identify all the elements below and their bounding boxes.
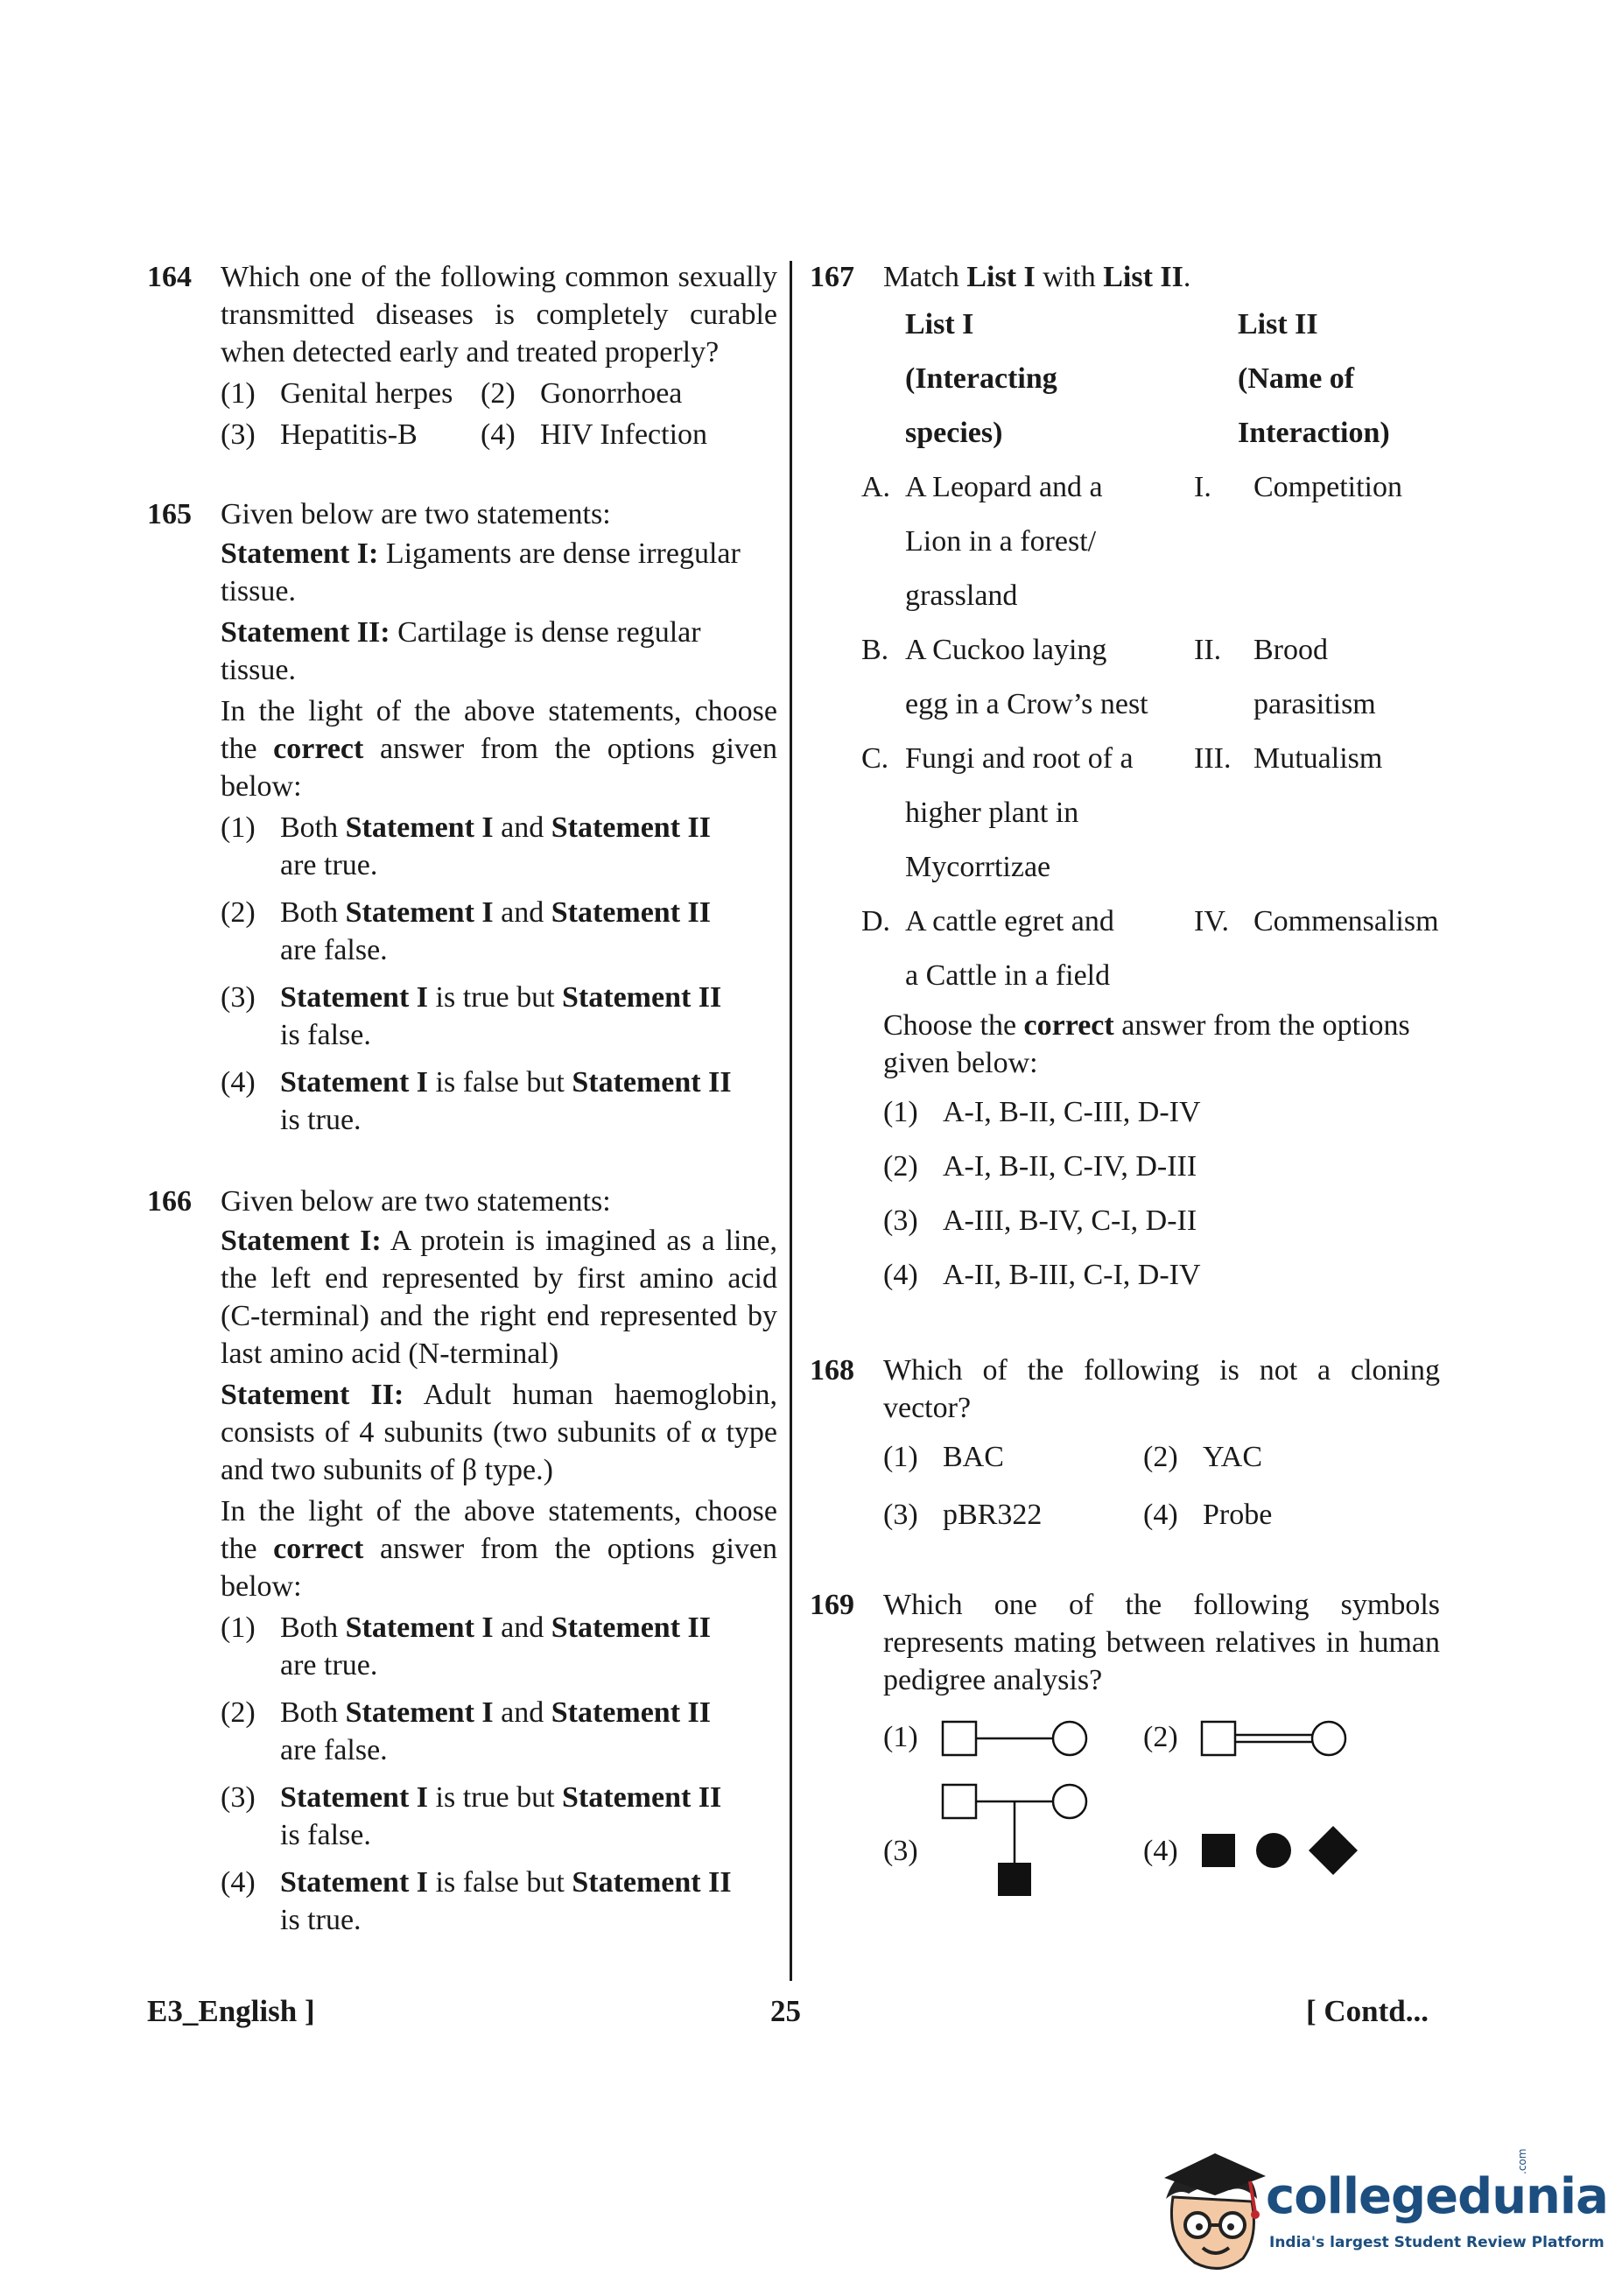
- statement-2: Statement II: Cartilage is dense regular tissue.: [221, 616, 701, 686]
- collegedunia-logo[interactable]: [1147, 2145, 1608, 2276]
- question-text: Which of the following is not a cloning vector?: [883, 1354, 1440, 1424]
- parents-with-affected-son-symbol: [941, 1780, 1090, 1911]
- option-4[interactable]: (4) Statement I is false but Statement II is true.: [221, 1866, 732, 1936]
- right-column: [810, 258, 1440, 1911]
- option-3[interactable]: (3) A-III, B-IV, C-I, D-II: [883, 1204, 1197, 1237]
- options: [221, 375, 777, 453]
- options: [883, 1430, 1440, 1542]
- options: [883, 1085, 1440, 1302]
- option-2[interactable]: (2) A-I, B-II, C-IV, D-III: [883, 1150, 1197, 1183]
- double-line-consanguineous-mating-symbol: [1200, 1718, 1349, 1760]
- symbol-options: [883, 1710, 1440, 1911]
- statement-2: Statement II: Adult human haemoglobin, consists of 4 subunits (two subunits of α type and two subunits of β type.): [221, 1379, 778, 1486]
- question-text: Which one of the following symbols represents mating between relatives in human pedigree analysis?: [883, 1589, 1440, 1696]
- logo-wordmark: collegedunia: [1266, 2168, 1608, 2225]
- option-4[interactable]: (4) Probe: [1143, 1499, 1273, 1531]
- match-row-b: B. A Cuckoo laying egg in a Crow’s nest II. Brood parasitism: [861, 634, 1376, 720]
- option-3[interactable]: (3) Hepatitis-B: [221, 418, 418, 451]
- question-168: [810, 1352, 1440, 1542]
- option-4[interactable]: (4) HIV Infection: [481, 418, 708, 451]
- question-number: 164: [147, 261, 192, 293]
- option-2[interactable]: (2) Both Statement I and Statement II are false.: [221, 1696, 712, 1766]
- footer-code: E3_English ]: [147, 1994, 315, 2028]
- option-3[interactable]: (3) pBR322: [883, 1499, 1043, 1531]
- instruction: In the light of the above statements, choose the correct answer from the options given below:: [221, 1495, 778, 1603]
- affected-individuals-symbols: [1200, 1820, 1366, 1881]
- option-3[interactable]: (3) Statement I is true but Statement II is false.: [221, 981, 722, 1051]
- option-2[interactable]: (2) Gonorrhoea: [481, 377, 683, 410]
- option-1[interactable]: (1): [883, 1721, 918, 1753]
- question-text: Which one of the following common sexually transmitted diseases is completely curable when detected early and treated properly?: [221, 261, 777, 369]
- option-1[interactable]: (1) Both Statement I and Statement II are true.: [221, 811, 712, 881]
- list-2-heading: List II (Name of Interaction): [1238, 308, 1390, 449]
- option-2[interactable]: (2) YAC: [1143, 1441, 1263, 1473]
- question-number: 169: [810, 1589, 854, 1621]
- column-divider: [790, 261, 792, 1981]
- option-1[interactable]: (1) BAC: [883, 1441, 1004, 1473]
- match-row-d: D. A cattle egret and a Cattle in a field IV. Commensalism: [861, 905, 1439, 992]
- question-number: 168: [810, 1354, 854, 1387]
- list-1-heading: List I (Interacting species): [905, 308, 1057, 449]
- match-row-a: A. A Leopard and a Lion in a forest/ grassland I. Competition: [861, 471, 1402, 612]
- question-169: [810, 1586, 1440, 1911]
- question-164: [147, 258, 777, 453]
- question-number: 167: [810, 261, 854, 293]
- statement-1: Statement I: Ligaments are dense irregular tissue.: [221, 537, 741, 607]
- option-1[interactable]: (1) Both Statement I and Statement II are true.: [221, 1611, 712, 1682]
- single-line-mating-symbol: [941, 1718, 1090, 1760]
- logo-dotcom: .com: [1516, 2148, 1528, 2174]
- option-4[interactable]: (4): [1143, 1835, 1178, 1867]
- option-1[interactable]: (1) A-I, B-II, C-III, D-IV: [883, 1096, 1201, 1128]
- option-2[interactable]: (2) Both Statement I and Statement II are false.: [221, 896, 712, 966]
- option-3[interactable]: (3) Statement I is true but Statement II is false.: [221, 1781, 722, 1851]
- question-number: 165: [147, 498, 192, 530]
- page-number: 25: [770, 1994, 801, 2028]
- mascot-icon: [1147, 2145, 1269, 2276]
- logo-tagline: India's largest Student Review Platform: [1269, 2234, 1604, 2251]
- question-number: 166: [147, 1185, 192, 1218]
- question-167: [810, 258, 1440, 1302]
- option-2[interactable]: (2): [1143, 1721, 1178, 1753]
- footer-contd: [ Contd...: [1306, 1994, 1429, 2028]
- match-table-header: [861, 298, 1440, 460]
- instruction: Choose the correct answer from the options given below:: [883, 1009, 1410, 1079]
- question-intro: Given below are two statements:: [221, 498, 611, 530]
- left-column: [147, 258, 777, 1939]
- option-4[interactable]: (4) A-II, B-III, C-I, D-IV: [883, 1259, 1201, 1291]
- instruction: In the light of the above statements, choose the correct answer from the options given below:: [221, 695, 778, 803]
- question-intro: Match List I with List II.: [883, 261, 1191, 293]
- match-row-c: C. Fungi and root of a higher plant in Mycorrtizae III. Mutualism: [861, 742, 1383, 883]
- question-165: [147, 495, 777, 1139]
- question-intro: Given below are two statements:: [221, 1185, 611, 1218]
- match-table: [861, 298, 1440, 1003]
- question-166: [147, 1183, 777, 1939]
- option-4[interactable]: (4) Statement I is false but Statement II is true.: [221, 1066, 732, 1136]
- statement-1: Statement I: A protein is imagined as a line, the left end represented by first amino acid (C-terminal) and the right end represented by last amino acid (N-terminal): [221, 1225, 778, 1370]
- option-3[interactable]: (3): [883, 1835, 918, 1867]
- option-1[interactable]: (1) Genital herpes: [221, 377, 453, 410]
